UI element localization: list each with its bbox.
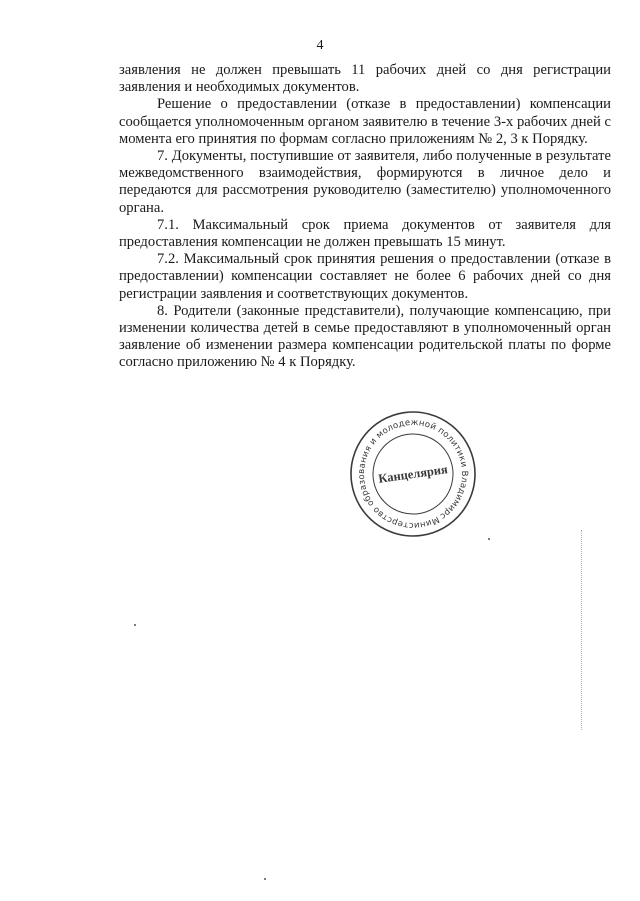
office-stamp (348, 409, 478, 539)
document-body (119, 62, 611, 372)
paragraph: 7.2. Максимальный срок принятия решения о предоставлении (отказе в предоставлении) компенсации составляет не более 6 рабочих дней со дня регистрации заявления и соответствующих документов. (119, 251, 611, 302)
paragraph: 7. Документы, поступившие от заявителя, либо полученные в результате межведомственного взаимодействия, формируются в личное дело и передаются для рассмотрения руководителю (заместителю) уполномоченного органа. (119, 148, 611, 216)
paragraph: Решение о предоставлении (отказе в предоставлении) компенсации сообщается уполномоченным органом заявителю в течение 3-х рабочих дней с момента его принятия по формам согласно приложениям № 2, 3 к Порядку. (119, 96, 611, 147)
stamp-ring-text: Министерство образования и молодежной политики Владимирской (356, 417, 470, 531)
margin-dotted-line (581, 530, 584, 730)
paragraph: 7.1. Максимальный срок приема документов от заявителя для предоставления компенсации не должен превышать 15 минут. (119, 216, 611, 251)
scan-speck (488, 538, 490, 540)
paragraph: заявления не должен превышать 11 рабочих дней со дня регистрации заявления и необходимых документов. (119, 62, 611, 96)
stamp-center-text: Канцелярия (377, 462, 449, 486)
page-number: 4 (316, 38, 324, 53)
scan-speck (134, 624, 136, 626)
paragraph: 8. Родители (законные представители), получающие компенсацию, при изменении количества детей в семье предоставляют в уполномоченный орган заявление об изменении размера компенсации родительской платы по форме согласно приложению № 4 к Порядку. (119, 302, 611, 371)
scan-speck (264, 878, 266, 880)
